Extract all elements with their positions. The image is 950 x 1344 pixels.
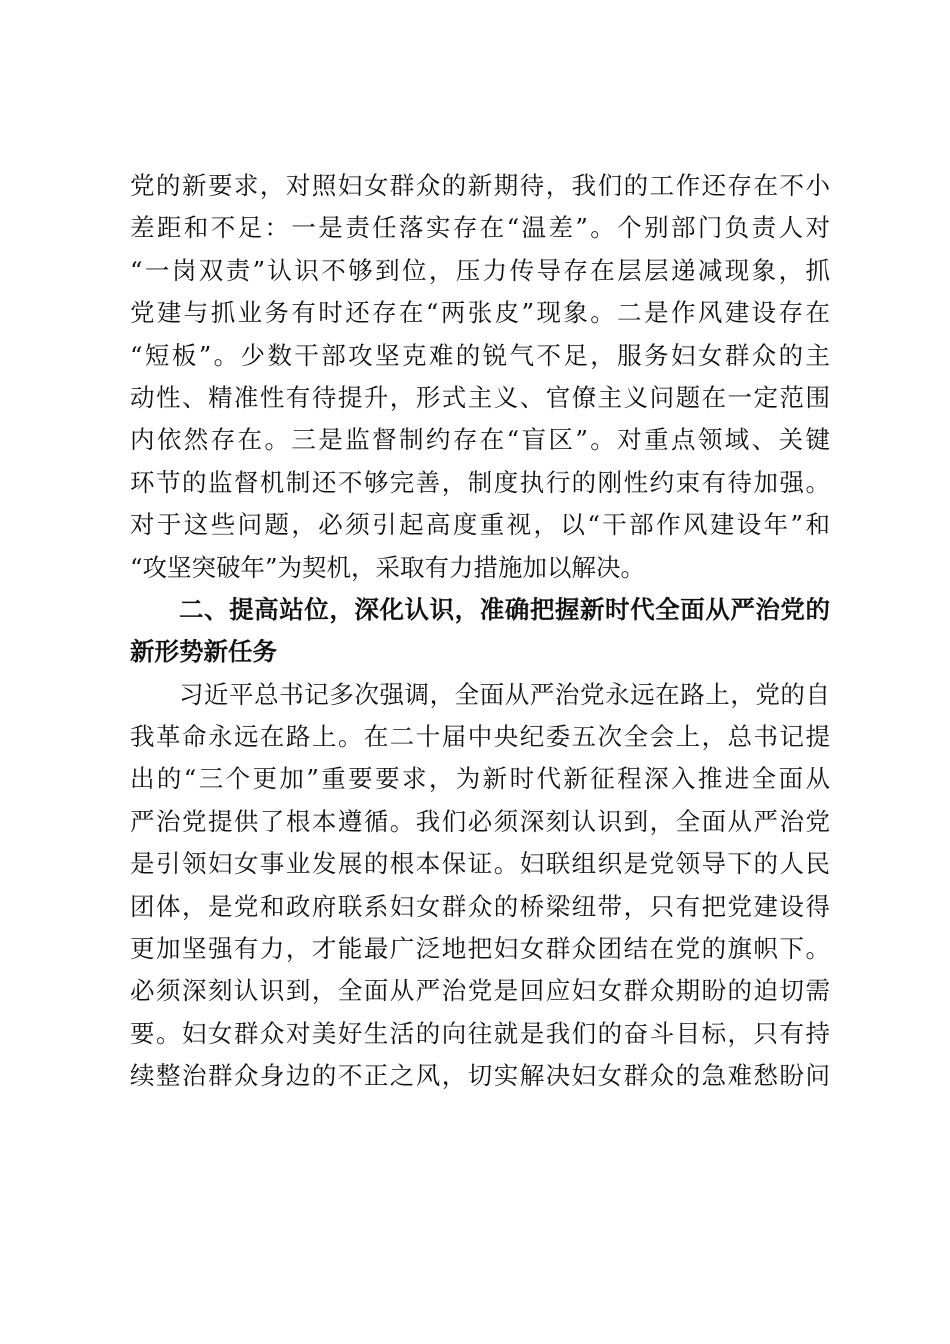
paragraph-line: 党建与抓业务有时还存在“两张皮”现象。二是作风建设存在	[130, 298, 830, 328]
paragraph-line: 续整治群众身边的不正之风，切实解决妇女群众的急难愁盼问	[130, 1061, 830, 1091]
paragraph-line: “攻坚突破年”为契机，采取有力措施加以解决。	[130, 552, 646, 582]
section-heading-line: 二、提高站位，深化认识，准确把握新时代全面从严治党的	[179, 594, 830, 624]
paragraph-line: 严治党提供了根本遵循。我们必须深刻认识到，全面从严治党	[130, 806, 830, 836]
paragraph-line: 习近平总书记多次强调，全面从严治党永远在路上，党的自	[179, 679, 830, 709]
paragraph-line: 必须深刻认识到，全面从严治党是回应妇女群众期盼的迫切需	[130, 976, 830, 1006]
paragraph-line: 是引领妇女事业发展的根本保证。妇联组织是党领导下的人民	[130, 849, 830, 879]
paragraph-line: 对于这些问题，必须引起高度重视，以“干部作风建设年”和	[130, 510, 830, 540]
paragraph-line: 动性、精准性有待提升，形式主义、官僚主义问题在一定范围	[130, 382, 830, 412]
paragraph-line: 出的“三个更加”重要要求，为新时代新征程深入推进全面从	[130, 764, 830, 794]
paragraph-line: “短板”。少数干部攻坚克难的锐气不足，服务妇女群众的主	[130, 340, 830, 370]
document-body	[130, 165, 830, 1098]
section-heading-line: 新形势新任务	[130, 637, 277, 667]
paragraph-line: 我革命永远在路上。在二十届中央纪委五次全会上，总书记提	[130, 722, 830, 752]
paragraph-line: “一岗双责”认识不够到位，压力传导存在层层递减现象，抓	[130, 255, 830, 285]
paragraph-line: 党的新要求，对照妇女群众的新期待，我们的工作还存在不小	[130, 171, 830, 200]
paragraph-line: 团体，是党和政府联系妇女群众的桥梁纽带，只有把党建设得	[130, 891, 830, 921]
paragraph-line: 环节的监督机制还不够完善，制度执行的刚性约束有待加强。	[130, 467, 830, 497]
paragraph-line: 内依然存在。三是监督制约存在“盲区”。对重点领域、关键	[130, 425, 830, 455]
paragraph-line: 更加坚强有力，才能最广泛地把妇女群众团结在党的旗帜下。	[130, 934, 830, 964]
paragraph-line: 差距和不足：一是责任落实存在“温差”。个别部门负责人对	[130, 213, 830, 243]
paragraph-line: 要。妇女群众对美好生活的向往就是我们的奋斗目标，只有持	[130, 1018, 830, 1048]
